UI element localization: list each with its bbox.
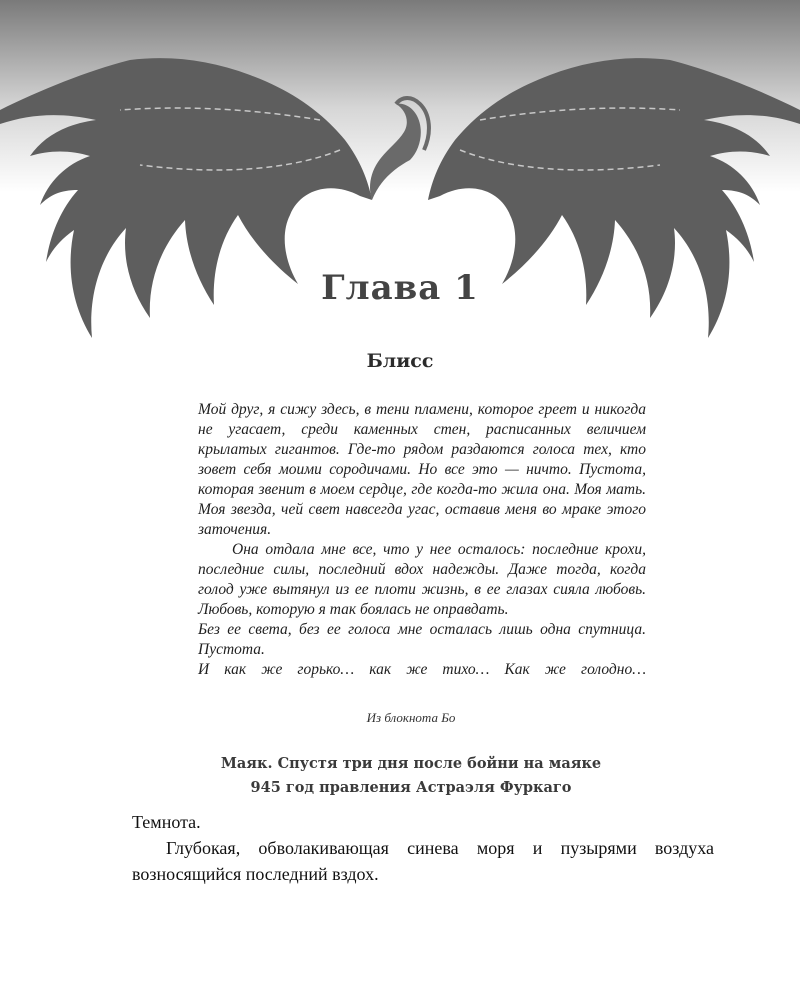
epigraph-paragraph: Она отдала мне все, что у нее осталось: последние крохи, последние силы, последний вдох надежды. Даже тогда, когда голод уже вытянул из ее плоти жизнь, в ее глазах сияла любовь. Любовь, которую я так боялась не оправдать.	[198, 541, 646, 618]
body-text	[132, 809, 714, 887]
section-heading	[0, 752, 800, 800]
epigraph-paragraph: Мой друг, я сижу здесь, в тени пламени, которое греет и никогда не угасает, среди каменных стен, расписанных величием крылатых гигантов. Где-то рядом раздаются голоса тех, кто зовет себя моими сородичами. Но все это — ничто. Пустота, которая звенит в моем сердце, где когда-то жила она. Моя мать. Моя звезда, чей свет навсегда угас, оставив меня во мраке этого заточения.	[198, 401, 646, 538]
chapter-subtitle: Блисс	[366, 350, 434, 372]
epigraph-paragraph: Без ее света, без ее голоса мне осталась лишь одна спутница. Пустота.	[198, 621, 646, 658]
epigraph-paragraph: И как же горько… как же тихо… Как же голодно…	[198, 661, 646, 678]
body-paragraph: Глубокая, обволакивающая синева моря и пузырями воздуха возносящийся последний вздох.	[132, 838, 714, 884]
epigraph-source: Из блокнота Бо	[366, 710, 456, 725]
section-heading-line: 945 год правления Астраэля Фуркаго	[250, 779, 572, 796]
section-heading-line: Маяк. Спустя три дня после бойни на маяке	[220, 755, 602, 772]
dragon-wings-icon	[0, 0, 800, 380]
chapter-title: Глава 1	[321, 268, 479, 308]
epigraph	[198, 400, 646, 680]
body-paragraph: Темнота.	[132, 812, 201, 832]
